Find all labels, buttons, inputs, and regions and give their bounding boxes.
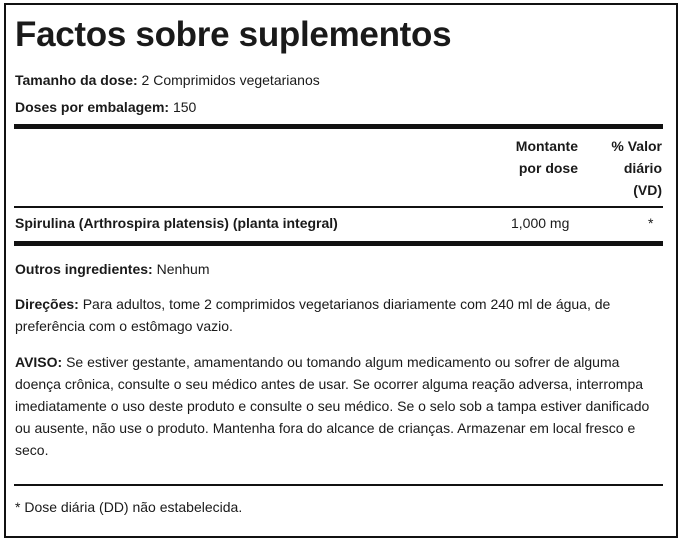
warning-text: Se estiver gestante, amamentando ou tomando algum medicamento ou sofrer de alguma doença crônica, consulte o seu médico antes de usar. Se ocorrer alguma reação adversa, interrompa imediatamente o uso deste produto e consulte o seu médico. Se o selo sob a tampa estiver danificado ou ausente, não use o produto. Mantenha fora do alcance de crianças. Armazenar em local fresco e seco.: [15, 354, 650, 458]
directions-text: Para adultos, tome 2 comprimidos vegetarianos diariamente com 240 ml de água, de preferência com o estômago vazio.: [15, 296, 611, 334]
warning-paragraph: [15, 351, 660, 461]
servings-per-container-row: [15, 98, 196, 116]
thin-divider-header: [14, 206, 663, 208]
servings-per-container-label: Doses por embalagem:: [15, 99, 170, 115]
dv-header-line1: % Valor: [611, 138, 662, 154]
ingredient-amount: 1,000 mg: [511, 215, 570, 231]
amount-header-line2: por dose: [518, 160, 578, 176]
daily-value-header: [590, 135, 662, 201]
ingredient-name: Spirulina (Arthrospira platensis) (planta integral): [15, 215, 338, 231]
servings-per-container-value: 150: [172, 99, 197, 115]
footnote-divider: [14, 484, 663, 486]
serving-size-label: Tamanho da dose:: [15, 72, 138, 88]
amount-per-serving-header: [496, 135, 578, 179]
warning-label: AVISO:: [15, 354, 63, 370]
directions-paragraph: [15, 293, 660, 337]
directions-label: Direções:: [15, 296, 79, 312]
footnote: * Dose diária (DD) não estabelecida.: [15, 499, 243, 515]
serving-size-row: [15, 71, 320, 89]
thick-divider-ingredients: [14, 241, 663, 246]
ingredient-row: [15, 214, 338, 232]
serving-size-value: 2 Comprimidos vegetarianos: [141, 72, 320, 88]
other-ingredients-row: [15, 260, 210, 278]
ingredient-daily-value: *: [648, 215, 654, 231]
other-ingredients-label: Outros ingredientes:: [15, 261, 153, 277]
panel-title: Factos sobre suplementos: [15, 15, 452, 54]
other-ingredients-value: Nenhum: [156, 261, 210, 277]
dv-header-line2: diário: [623, 160, 662, 176]
thick-divider-top: [14, 124, 663, 129]
dv-header-line3: (VD): [633, 182, 662, 198]
amount-header-line1: Montante: [515, 138, 578, 154]
